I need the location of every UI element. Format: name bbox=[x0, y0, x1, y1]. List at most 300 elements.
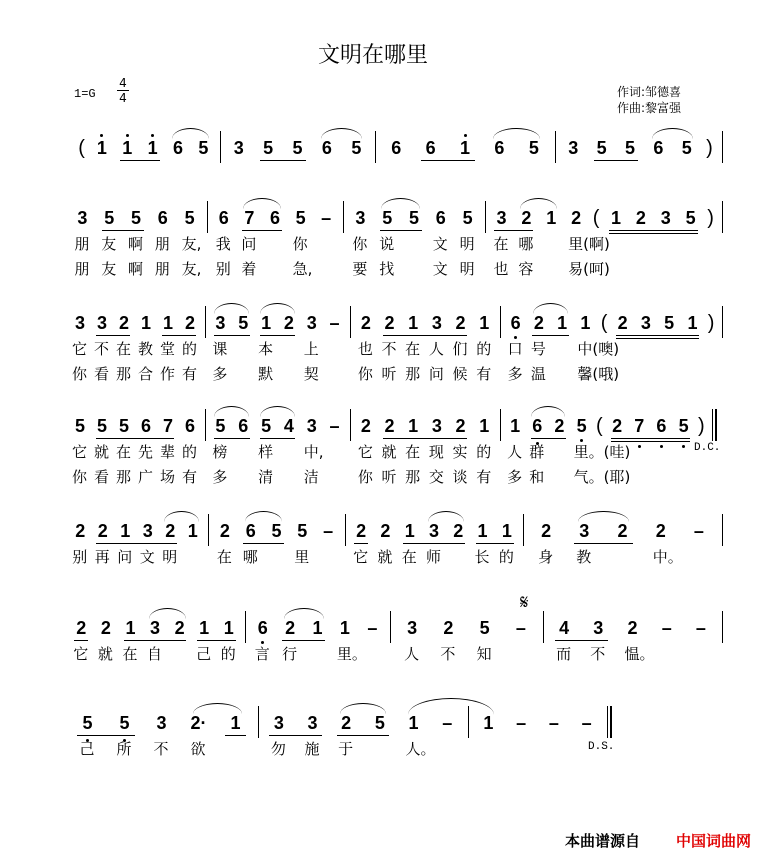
lyric-verse-1: 里。(哇) bbox=[573, 443, 631, 461]
note-number: – bbox=[323, 521, 334, 541]
barline bbox=[258, 706, 259, 738]
lyric-verse-1: 不 bbox=[440, 645, 456, 663]
lyric-verse-1: 的 bbox=[476, 340, 492, 358]
lyric-verse-1: 不 bbox=[94, 340, 110, 358]
underline bbox=[574, 543, 604, 544]
note bbox=[331, 617, 367, 663]
lyric-verse-1: 的 bbox=[220, 645, 236, 663]
measure bbox=[347, 207, 481, 278]
lyric-verse-1: 本 bbox=[258, 340, 274, 358]
underline bbox=[616, 160, 638, 161]
note-number: 2 bbox=[635, 208, 646, 228]
note-number: – bbox=[581, 713, 592, 733]
note bbox=[658, 312, 681, 336]
measure bbox=[379, 137, 551, 161]
lyric-verse-2: 问 bbox=[428, 365, 444, 383]
note bbox=[123, 207, 150, 278]
underline bbox=[214, 335, 232, 336]
note bbox=[472, 312, 496, 383]
underline bbox=[609, 233, 628, 234]
underline bbox=[135, 438, 157, 439]
slur bbox=[321, 128, 362, 139]
underline bbox=[634, 335, 657, 336]
underline bbox=[650, 438, 672, 439]
note-number: 6 bbox=[435, 208, 446, 228]
note bbox=[548, 415, 570, 439]
high-octave-dot bbox=[464, 134, 467, 137]
note-number: 5 bbox=[576, 416, 587, 436]
underline bbox=[658, 338, 681, 339]
score-row bbox=[0, 617, 772, 697]
segno-sign: 𝄋 bbox=[520, 590, 529, 614]
note bbox=[551, 312, 574, 336]
barline bbox=[205, 306, 206, 338]
note bbox=[472, 712, 505, 736]
note bbox=[449, 415, 473, 486]
lyric-verse-1: 文 bbox=[139, 548, 155, 566]
note bbox=[379, 137, 413, 161]
lyric-verse-2: 多 bbox=[507, 468, 523, 486]
note-number: 6 bbox=[157, 208, 168, 228]
lyric-verse-1: 在 bbox=[122, 645, 138, 663]
lyric-verse-1: 它 bbox=[72, 443, 88, 461]
note-number: 5 bbox=[104, 208, 115, 228]
source-label: 本曲谱源自 bbox=[565, 832, 641, 850]
note-number: 2 bbox=[541, 521, 552, 541]
underline bbox=[449, 438, 467, 439]
note-number: 2 bbox=[455, 416, 466, 436]
lyric-verse-2: 找 bbox=[379, 260, 395, 278]
slur bbox=[428, 511, 464, 522]
underline bbox=[581, 640, 608, 641]
note bbox=[527, 520, 565, 566]
lyric-verse-2: 急, bbox=[292, 260, 313, 278]
lyric-verse-2: 多 bbox=[212, 468, 228, 486]
underline bbox=[296, 735, 322, 736]
lyric-verse-2: 有 bbox=[476, 365, 492, 383]
note bbox=[570, 712, 603, 736]
lyric-verse-1: 在 bbox=[405, 340, 421, 358]
note bbox=[564, 207, 610, 278]
lyric-verse-1: 课 bbox=[212, 340, 228, 358]
song-title: 文明在哪里 bbox=[317, 43, 428, 68]
note-number: 1 bbox=[96, 138, 107, 158]
lyric-verse-1: 你 bbox=[352, 235, 368, 253]
note-number: 3 bbox=[156, 713, 167, 733]
dc-mark: D.C. bbox=[694, 442, 721, 454]
note-number: 2· bbox=[190, 713, 207, 733]
note bbox=[425, 312, 449, 383]
note bbox=[69, 520, 92, 566]
note bbox=[589, 207, 604, 231]
lyric-verse-1: 的 bbox=[476, 443, 492, 461]
underline bbox=[551, 335, 569, 336]
note-number: 7 bbox=[162, 416, 173, 436]
note-number: 6 bbox=[184, 416, 195, 436]
note-number: 6 bbox=[245, 521, 256, 541]
repeat-paren: ( bbox=[596, 415, 603, 437]
note bbox=[373, 520, 397, 566]
slur bbox=[214, 406, 249, 417]
note-number: 2 bbox=[617, 521, 628, 541]
lyric-verse-1: 们 bbox=[452, 340, 468, 358]
note bbox=[342, 137, 371, 161]
underline bbox=[337, 735, 363, 736]
lyric-verse-1: 施 bbox=[304, 740, 320, 758]
note-number: 2 bbox=[612, 416, 623, 436]
note bbox=[514, 207, 539, 278]
measure bbox=[559, 137, 718, 161]
lyric-verse-2: 馨(哦) bbox=[577, 365, 620, 383]
note bbox=[593, 415, 606, 439]
note-number: 3 bbox=[273, 713, 284, 733]
lyric-verse-1: 人 bbox=[404, 645, 420, 663]
barline bbox=[345, 514, 346, 546]
lyric-verse-1: 教 bbox=[576, 548, 592, 566]
note-number: 3 bbox=[431, 313, 442, 333]
repeat-paren: ) bbox=[706, 137, 713, 159]
underline bbox=[658, 335, 681, 336]
barline bbox=[722, 611, 723, 643]
note-number: 1 bbox=[199, 618, 210, 638]
note bbox=[113, 415, 135, 486]
note-number: 2 bbox=[76, 618, 87, 638]
note-number: 5 bbox=[678, 416, 689, 436]
underline bbox=[628, 438, 650, 439]
lyric-verse-2: 有 bbox=[476, 468, 492, 486]
lyric-verse-1: 问 bbox=[241, 235, 257, 253]
note-number: – bbox=[516, 713, 527, 733]
lyric-verse-1: 它 bbox=[353, 548, 369, 566]
underline bbox=[113, 438, 135, 439]
note bbox=[678, 207, 703, 231]
lyric-verse-1: 明 bbox=[162, 548, 178, 566]
lyric-verse-1: 别 bbox=[72, 548, 88, 566]
note bbox=[209, 312, 232, 383]
note bbox=[69, 712, 106, 758]
underline bbox=[611, 441, 628, 442]
composer-credit: 作曲:黎富强 bbox=[617, 101, 682, 115]
lyric-verse-2: 契 bbox=[303, 365, 319, 383]
note bbox=[703, 207, 718, 231]
note-number: – bbox=[329, 416, 340, 436]
underline bbox=[106, 735, 135, 736]
lyric-verse-1: 你 bbox=[292, 235, 308, 253]
lyric-verse-2: 那 bbox=[116, 365, 132, 383]
note-number: 1 bbox=[408, 416, 419, 436]
note-number: 2 bbox=[617, 313, 628, 333]
note bbox=[167, 617, 192, 641]
note bbox=[89, 137, 114, 161]
note bbox=[69, 207, 96, 278]
measure bbox=[69, 712, 254, 758]
note bbox=[374, 207, 401, 278]
lyric-verse-1: 它 bbox=[357, 443, 373, 461]
barline bbox=[207, 201, 208, 233]
note bbox=[504, 312, 527, 383]
lyric-verse-1: 不 bbox=[153, 740, 169, 758]
lyric-verse-2: 看 bbox=[94, 365, 110, 383]
note-number: 3 bbox=[142, 521, 153, 541]
note bbox=[135, 415, 157, 486]
lyric-verse-1: 的 bbox=[182, 340, 198, 358]
underline bbox=[197, 640, 216, 641]
note bbox=[505, 712, 538, 736]
note bbox=[315, 520, 341, 544]
underline bbox=[422, 543, 446, 544]
lyric-verse-1: 明 bbox=[459, 235, 475, 253]
lyric-verse-1: 里 bbox=[294, 548, 310, 566]
note-number: 2 bbox=[360, 416, 371, 436]
note bbox=[165, 137, 190, 161]
note-number: 1 bbox=[339, 618, 350, 638]
note bbox=[650, 415, 672, 439]
source-site-link[interactable]: 中国词曲网 bbox=[676, 832, 752, 850]
underline bbox=[449, 335, 467, 336]
lyric-verse-1: 里。 bbox=[336, 645, 367, 663]
note-number: 5 bbox=[82, 713, 93, 733]
low-octave-dot bbox=[660, 445, 663, 448]
underline bbox=[673, 441, 690, 442]
note-number: 6 bbox=[218, 208, 229, 228]
lyric-verse-1: 人 bbox=[507, 443, 523, 461]
note-number: 3 bbox=[77, 208, 88, 228]
measure bbox=[69, 520, 204, 566]
measure bbox=[547, 617, 718, 663]
underline bbox=[681, 335, 699, 336]
barline bbox=[350, 409, 351, 441]
underline bbox=[531, 438, 548, 439]
note bbox=[224, 137, 253, 161]
lyric-verse-1: 文 bbox=[432, 235, 448, 253]
note-number: 5 bbox=[624, 138, 635, 158]
lyric-verse-1: 友 bbox=[101, 235, 117, 253]
note-number: 2 bbox=[360, 313, 371, 333]
underline bbox=[143, 640, 168, 641]
note bbox=[232, 415, 255, 439]
underline bbox=[494, 230, 513, 231]
underline bbox=[260, 438, 278, 439]
underline bbox=[354, 543, 368, 544]
underline bbox=[137, 543, 160, 544]
note-number: 1 bbox=[483, 713, 494, 733]
note bbox=[472, 415, 496, 486]
underline bbox=[123, 230, 144, 231]
measure bbox=[504, 312, 718, 383]
note bbox=[704, 312, 718, 336]
note bbox=[495, 520, 519, 566]
note-number: – bbox=[442, 713, 453, 733]
lyric-verse-2: 合 bbox=[138, 365, 154, 383]
note-number: 5 bbox=[74, 416, 85, 436]
lyric-verse-1: 人。 bbox=[405, 740, 436, 758]
note-number: 2 bbox=[384, 416, 395, 436]
note-number: 3 bbox=[306, 313, 317, 333]
note-number: 5 bbox=[238, 313, 249, 333]
lyric-verse-1: 在 bbox=[116, 340, 132, 358]
note bbox=[212, 520, 238, 566]
underline bbox=[74, 640, 88, 641]
note-number: 1 bbox=[147, 138, 158, 158]
repeat-paren: ( bbox=[592, 207, 600, 229]
note-number: 5 bbox=[664, 313, 675, 333]
lyric-verse-1: 里(啊) bbox=[568, 235, 610, 253]
note bbox=[526, 415, 548, 486]
note-number: 3 bbox=[355, 208, 366, 228]
note-number: – bbox=[548, 713, 559, 733]
note bbox=[264, 520, 290, 544]
lyric-verse-1: 在 bbox=[405, 443, 421, 461]
note bbox=[262, 207, 288, 231]
lyric-verse-2: 和 bbox=[529, 468, 545, 486]
low-octave-dot bbox=[261, 641, 264, 644]
underline bbox=[124, 640, 143, 641]
note-number: 1 bbox=[408, 713, 419, 733]
underline bbox=[628, 230, 653, 231]
lyric-verse-1: 身 bbox=[538, 548, 554, 566]
note-number: 5 bbox=[118, 416, 129, 436]
repeat-paren: ) bbox=[707, 312, 715, 334]
note bbox=[114, 520, 137, 566]
lyric-verse-1: 我 bbox=[215, 235, 231, 253]
note-number: 3 bbox=[150, 618, 161, 638]
note-number: 2 bbox=[283, 313, 294, 333]
lyric-verse-1: 不 bbox=[381, 340, 397, 358]
underline bbox=[650, 441, 672, 442]
note-number: 3 bbox=[428, 521, 439, 541]
lyric-verse-2: 易(呵) bbox=[568, 260, 610, 278]
note-number: 2 bbox=[356, 521, 367, 541]
note bbox=[628, 415, 650, 439]
slur bbox=[533, 303, 568, 314]
note bbox=[616, 137, 644, 161]
note bbox=[634, 312, 657, 336]
underline bbox=[628, 233, 653, 234]
note-number: 2 bbox=[554, 416, 565, 436]
note-number: 5 bbox=[292, 138, 303, 158]
repeat-paren: ) bbox=[707, 207, 714, 229]
note-number: 6 bbox=[257, 618, 268, 638]
note bbox=[650, 617, 684, 641]
underline bbox=[616, 338, 634, 339]
lyric-verse-1: 群 bbox=[529, 443, 545, 461]
note-number: 3 bbox=[74, 313, 85, 333]
note-number: 5 bbox=[351, 138, 362, 158]
slur bbox=[193, 703, 242, 714]
note-number: 5 bbox=[198, 138, 209, 158]
lyric-verse-1: 口 bbox=[507, 340, 523, 358]
measure bbox=[69, 312, 201, 383]
note bbox=[179, 415, 201, 486]
lyric-verse-1: 在 bbox=[116, 443, 132, 461]
lyric-verse-1: 自 bbox=[147, 645, 163, 663]
lyric-verse-2: 看 bbox=[94, 468, 110, 486]
note bbox=[179, 312, 201, 383]
slur bbox=[652, 128, 692, 139]
note-number: 4 bbox=[559, 618, 570, 638]
note bbox=[69, 312, 91, 383]
lyric-verse-1: 它 bbox=[73, 645, 89, 663]
note bbox=[422, 520, 446, 566]
note bbox=[606, 415, 628, 439]
note bbox=[604, 207, 629, 231]
note-number: 2 bbox=[184, 313, 195, 333]
note bbox=[115, 137, 140, 161]
note-number: 1 bbox=[557, 313, 568, 333]
low-octave-dot bbox=[682, 445, 685, 448]
lyric-verse-2: 交 bbox=[428, 468, 444, 486]
underline bbox=[159, 543, 177, 544]
underline bbox=[448, 160, 475, 161]
note bbox=[91, 312, 113, 383]
note bbox=[300, 312, 323, 383]
note-number: 3 bbox=[593, 618, 604, 638]
note bbox=[253, 137, 282, 161]
lyric-verse-1: 己 bbox=[79, 740, 95, 758]
note-number: – bbox=[321, 208, 332, 228]
lyric-verse-1: 它 bbox=[72, 340, 88, 358]
note-number: 7 bbox=[244, 208, 255, 228]
underline bbox=[603, 543, 633, 544]
underline bbox=[304, 640, 325, 641]
underline bbox=[403, 543, 422, 544]
note bbox=[191, 137, 216, 161]
note bbox=[628, 207, 653, 231]
lyric-verse-2: 朋 bbox=[154, 260, 170, 278]
note bbox=[255, 312, 278, 383]
lyric-verse-2: 气。(耶) bbox=[573, 468, 631, 486]
underline bbox=[548, 438, 565, 439]
note bbox=[289, 520, 315, 566]
measure bbox=[69, 207, 203, 278]
lyric-verse-1: 样 bbox=[258, 443, 274, 461]
note bbox=[615, 617, 655, 663]
note-number: – bbox=[693, 521, 704, 541]
note bbox=[565, 520, 603, 566]
lyric-verse-1: 己 bbox=[196, 645, 212, 663]
note bbox=[69, 415, 91, 486]
lyric-verse-2: 你 bbox=[72, 468, 88, 486]
note-number: 5 bbox=[119, 713, 130, 733]
lyric-verse-1: 所 bbox=[116, 740, 132, 758]
underline bbox=[609, 230, 628, 231]
note-number: 6 bbox=[391, 138, 402, 158]
note bbox=[581, 617, 615, 663]
note bbox=[454, 207, 481, 278]
slur bbox=[245, 511, 283, 522]
underline bbox=[495, 543, 514, 544]
lyric-verse-1: 的 bbox=[182, 443, 198, 461]
note-number: 6 bbox=[656, 416, 667, 436]
underline bbox=[476, 543, 495, 544]
note bbox=[354, 312, 378, 383]
lyric-verse-2: 场 bbox=[160, 468, 176, 486]
note-number: 1 bbox=[460, 138, 471, 158]
final-barline bbox=[607, 706, 612, 738]
note bbox=[300, 415, 324, 486]
note-number: 2 bbox=[455, 313, 466, 333]
note-number: 3 bbox=[568, 138, 579, 158]
note-number: 2 bbox=[533, 313, 544, 333]
note bbox=[69, 617, 94, 663]
underline bbox=[96, 543, 114, 544]
underline bbox=[260, 335, 278, 336]
time-sig-bottom: 4 bbox=[117, 90, 129, 105]
barline bbox=[350, 306, 351, 338]
underline bbox=[269, 735, 295, 736]
note bbox=[482, 137, 516, 161]
lyric-verse-2: 文 bbox=[432, 260, 448, 278]
